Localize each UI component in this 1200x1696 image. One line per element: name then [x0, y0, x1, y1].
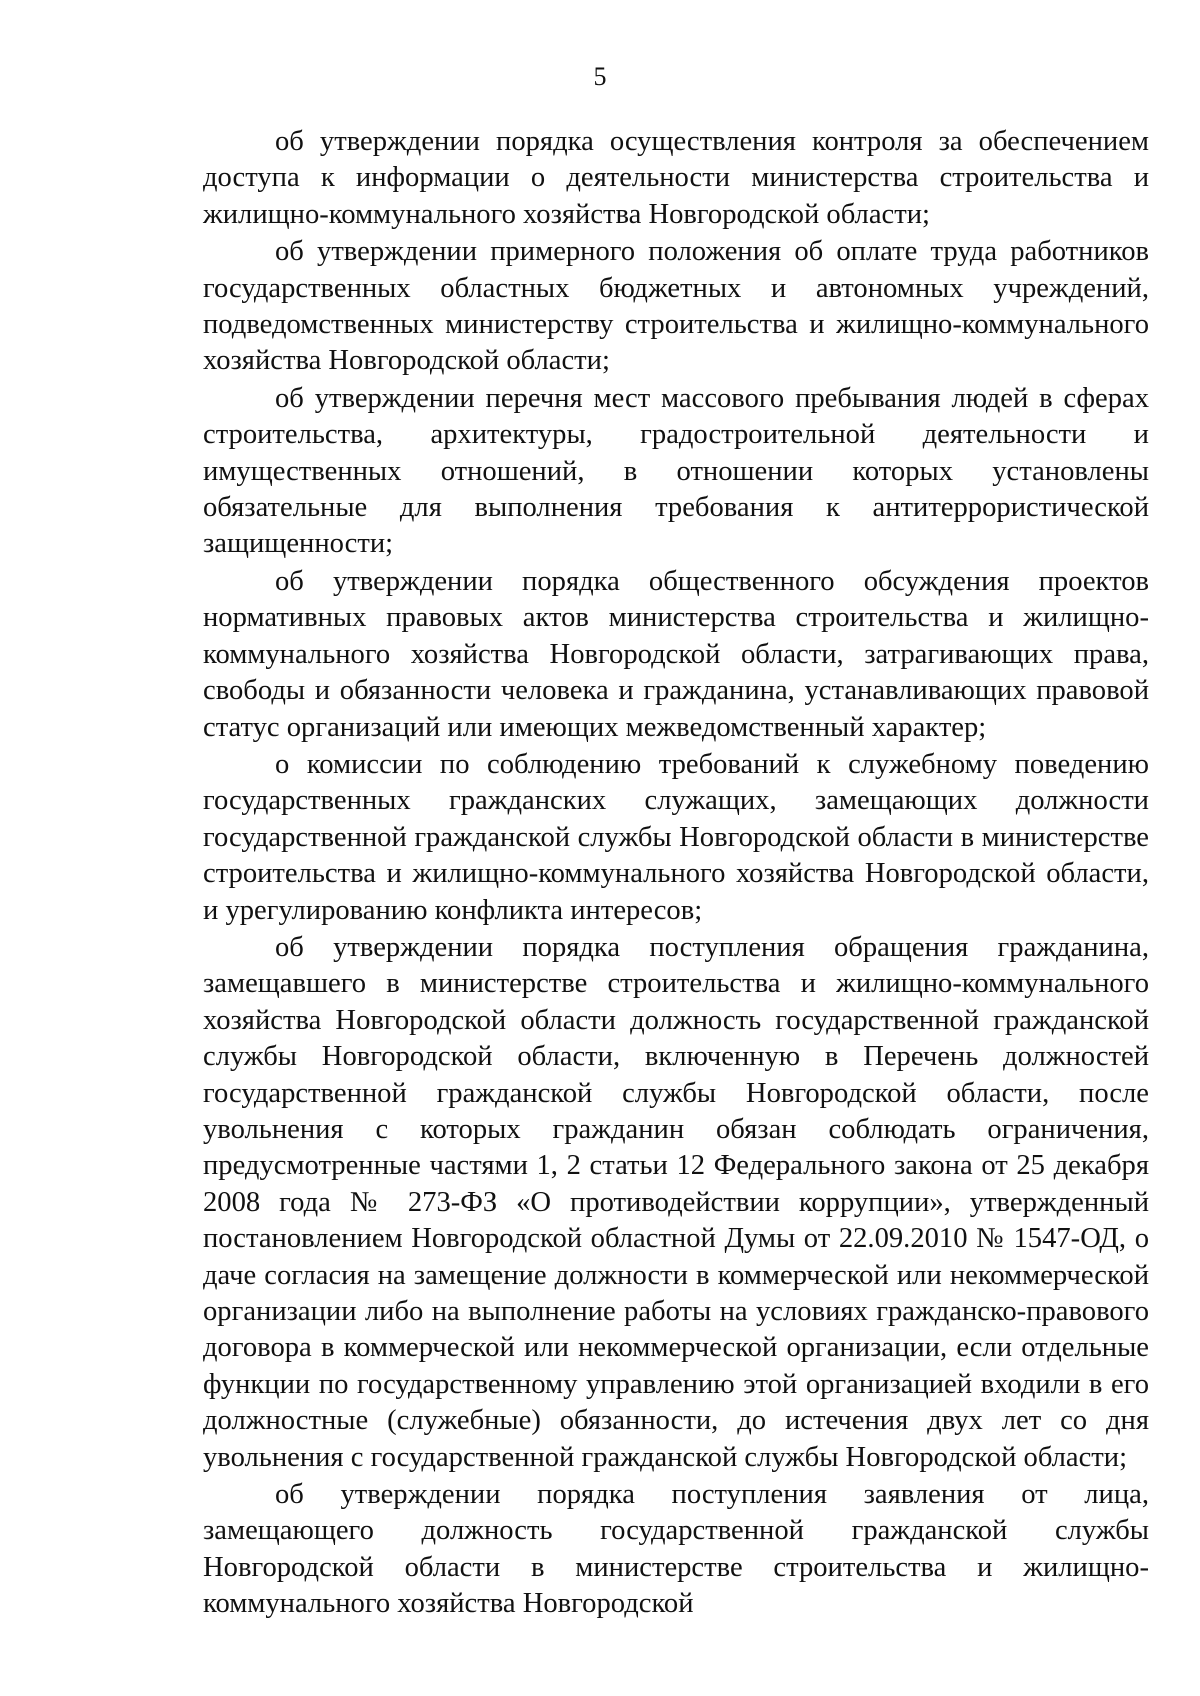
paragraph-conduct-commission: о комиссии по соблюдению требований к служебному поведению государственных гражданских служащих, замещающих должности государственной гражданской службы Новгородской области в министерстве строительства и жилищно-коммунального хозяйства Новгородской области, и урегулированию конфликта интересов;	[203, 748, 1149, 926]
paragraph-access-control: об утверждении порядка осуществления контроля за обеспечением доступа к информации о деятельности министерства строительства и жилищно-коммунального хозяйства Новгородской области;	[203, 126, 1149, 230]
paragraph-statement-procedure: об утверждении порядка поступления заявления от лица, замещающего должность государственной гражданской службы Новгородской области в министерстве строительства и жилищно-коммунального хозяйства Новгородской	[203, 1479, 1149, 1620]
paragraph-public-discussion: об утверждении порядка общественного обсуждения проектов нормативных правовых актов министерства строительства и жилищно-коммунального хозяйства Новгородской области, затрагивающих права, свободы и обязанности человека и гражданина, устанавливающих правовой статус организаций или имеющих межведомственный характер;	[203, 565, 1149, 743]
page-number: 5	[593, 62, 607, 91]
paragraph-wage-regulation: об утверждении примерного положения об оплате труда работников государственных областных бюджетных и автономных учреждений, подведомственных министерству строительства и жилищно-коммунального хозяйства Новгородской области;	[203, 236, 1149, 377]
paragraph-citizen-appeal: об утверждении порядка поступления обращения гражданина, замещавшего в министерстве строительства и жилищно-коммунального хозяйства Новгородской области должность государственной гражданской службы Новгородской области, включенную в Перечень должностей государственной гражданской службы Новгородской области, после увольнения с которых гражданин обязан соблюдать ограничения, предусмотренные частями 1, 2 статьи 12 Федерального закона от 25 декабря 2008 года № 273-ФЗ «О противодействии коррупции», утвержденный постановлением Новгородской областной Думы от 22.09.2010 № 1547-ОД, о даче согласия на замещение должности в коммерческой или некоммерческой организации либо на выполнение работы на условиях гражданско-правового договора в коммерческой или некоммерческой организации, если отдельные функции по государственному управлению этой организацией входили в его должностные (служебные) обязанности, до истечения двух лет со дня увольнения с государственной гражданской службы Новгородской области;	[203, 931, 1149, 1473]
document-body	[203, 124, 1149, 1624]
paragraph-mass-gathering-places: об утверждении перечня мест массового пребывания людей в сферах строительства, архитектуры, градостроительной деятельности и имущественных отношений, в отношении которых установлены обязательные для выполнения требования к антитеррористической защищенности;	[203, 382, 1149, 560]
